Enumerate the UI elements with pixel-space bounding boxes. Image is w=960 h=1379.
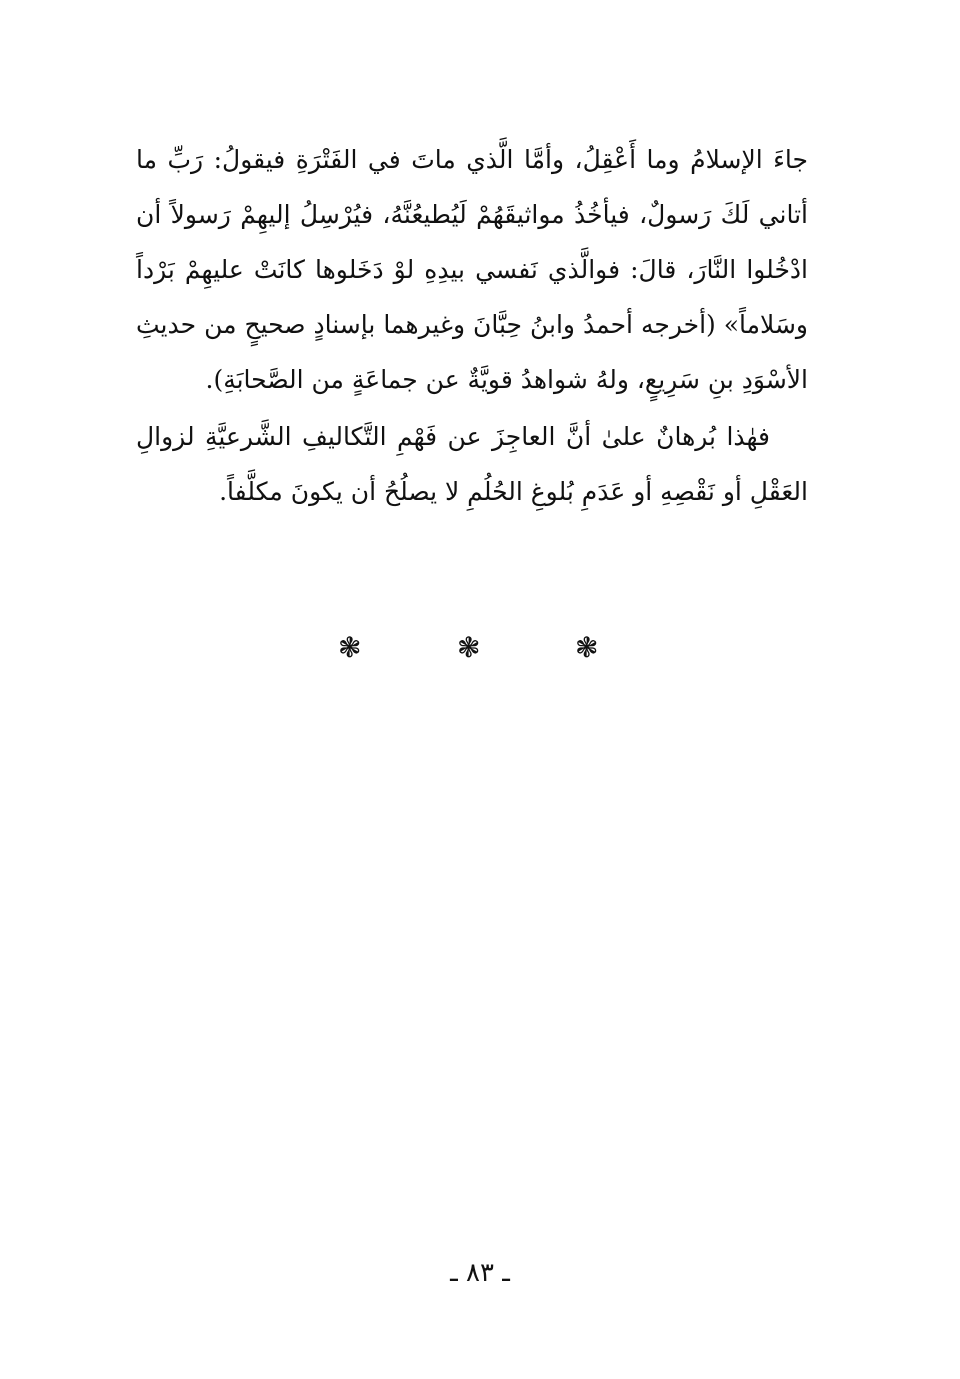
- paragraph-hadith: جاءَ الإسلامُ وما أَعْقِلُ، وأمَّا الَّذي ماتَ في الفَتْرَةِ فيقولُ: رَبِّ ما أتاني لَكَ رَسولٌ، فيأخُذُ مواثيقَهُمْ لَيُطيعُنَّهُ، فيُرْسِلُ إليهِمْ رَسولاً أن ادْخُلوا النَّارَ، قالَ: فوالَّذي نَفسي بيدِهِ لوْ دَخَلوها كانَتْ عليهِمْ بَرْداً وسَلاماً» (أخرجه أحمدُ وابنُ حِبَّانَ وغيرهما بإسنادٍ صحيحٍ من حديثِ الأسْوَدِ بنِ سَرِيعٍ، ولهُ شواهدُ قويَّةٌ عن جماعَةٍ من الصَّحابَةِ).: [136, 145, 808, 394]
- page-number: ـ ٨٣ ـ: [450, 1258, 510, 1288]
- asterism-star: ❃: [575, 631, 599, 664]
- section-separator: [0, 628, 960, 668]
- body-text: [136, 132, 808, 519]
- asterism-star: ❃: [338, 631, 362, 664]
- asterism-star: ❃: [457, 631, 481, 664]
- paragraph-conclusion: فهٰذا بُرهانٌ علىٰ أنَّ العاجِزَ عن فَهْمِ التَّكاليفِ الشَّرعيَّةِ لزوالِ العَقْلِ أو نَقْصِهِ أو عَدَمِ بُلوغِ الحُلُمِ لا يصلُحُ أن يكونَ مكلَّفاً.: [136, 422, 808, 506]
